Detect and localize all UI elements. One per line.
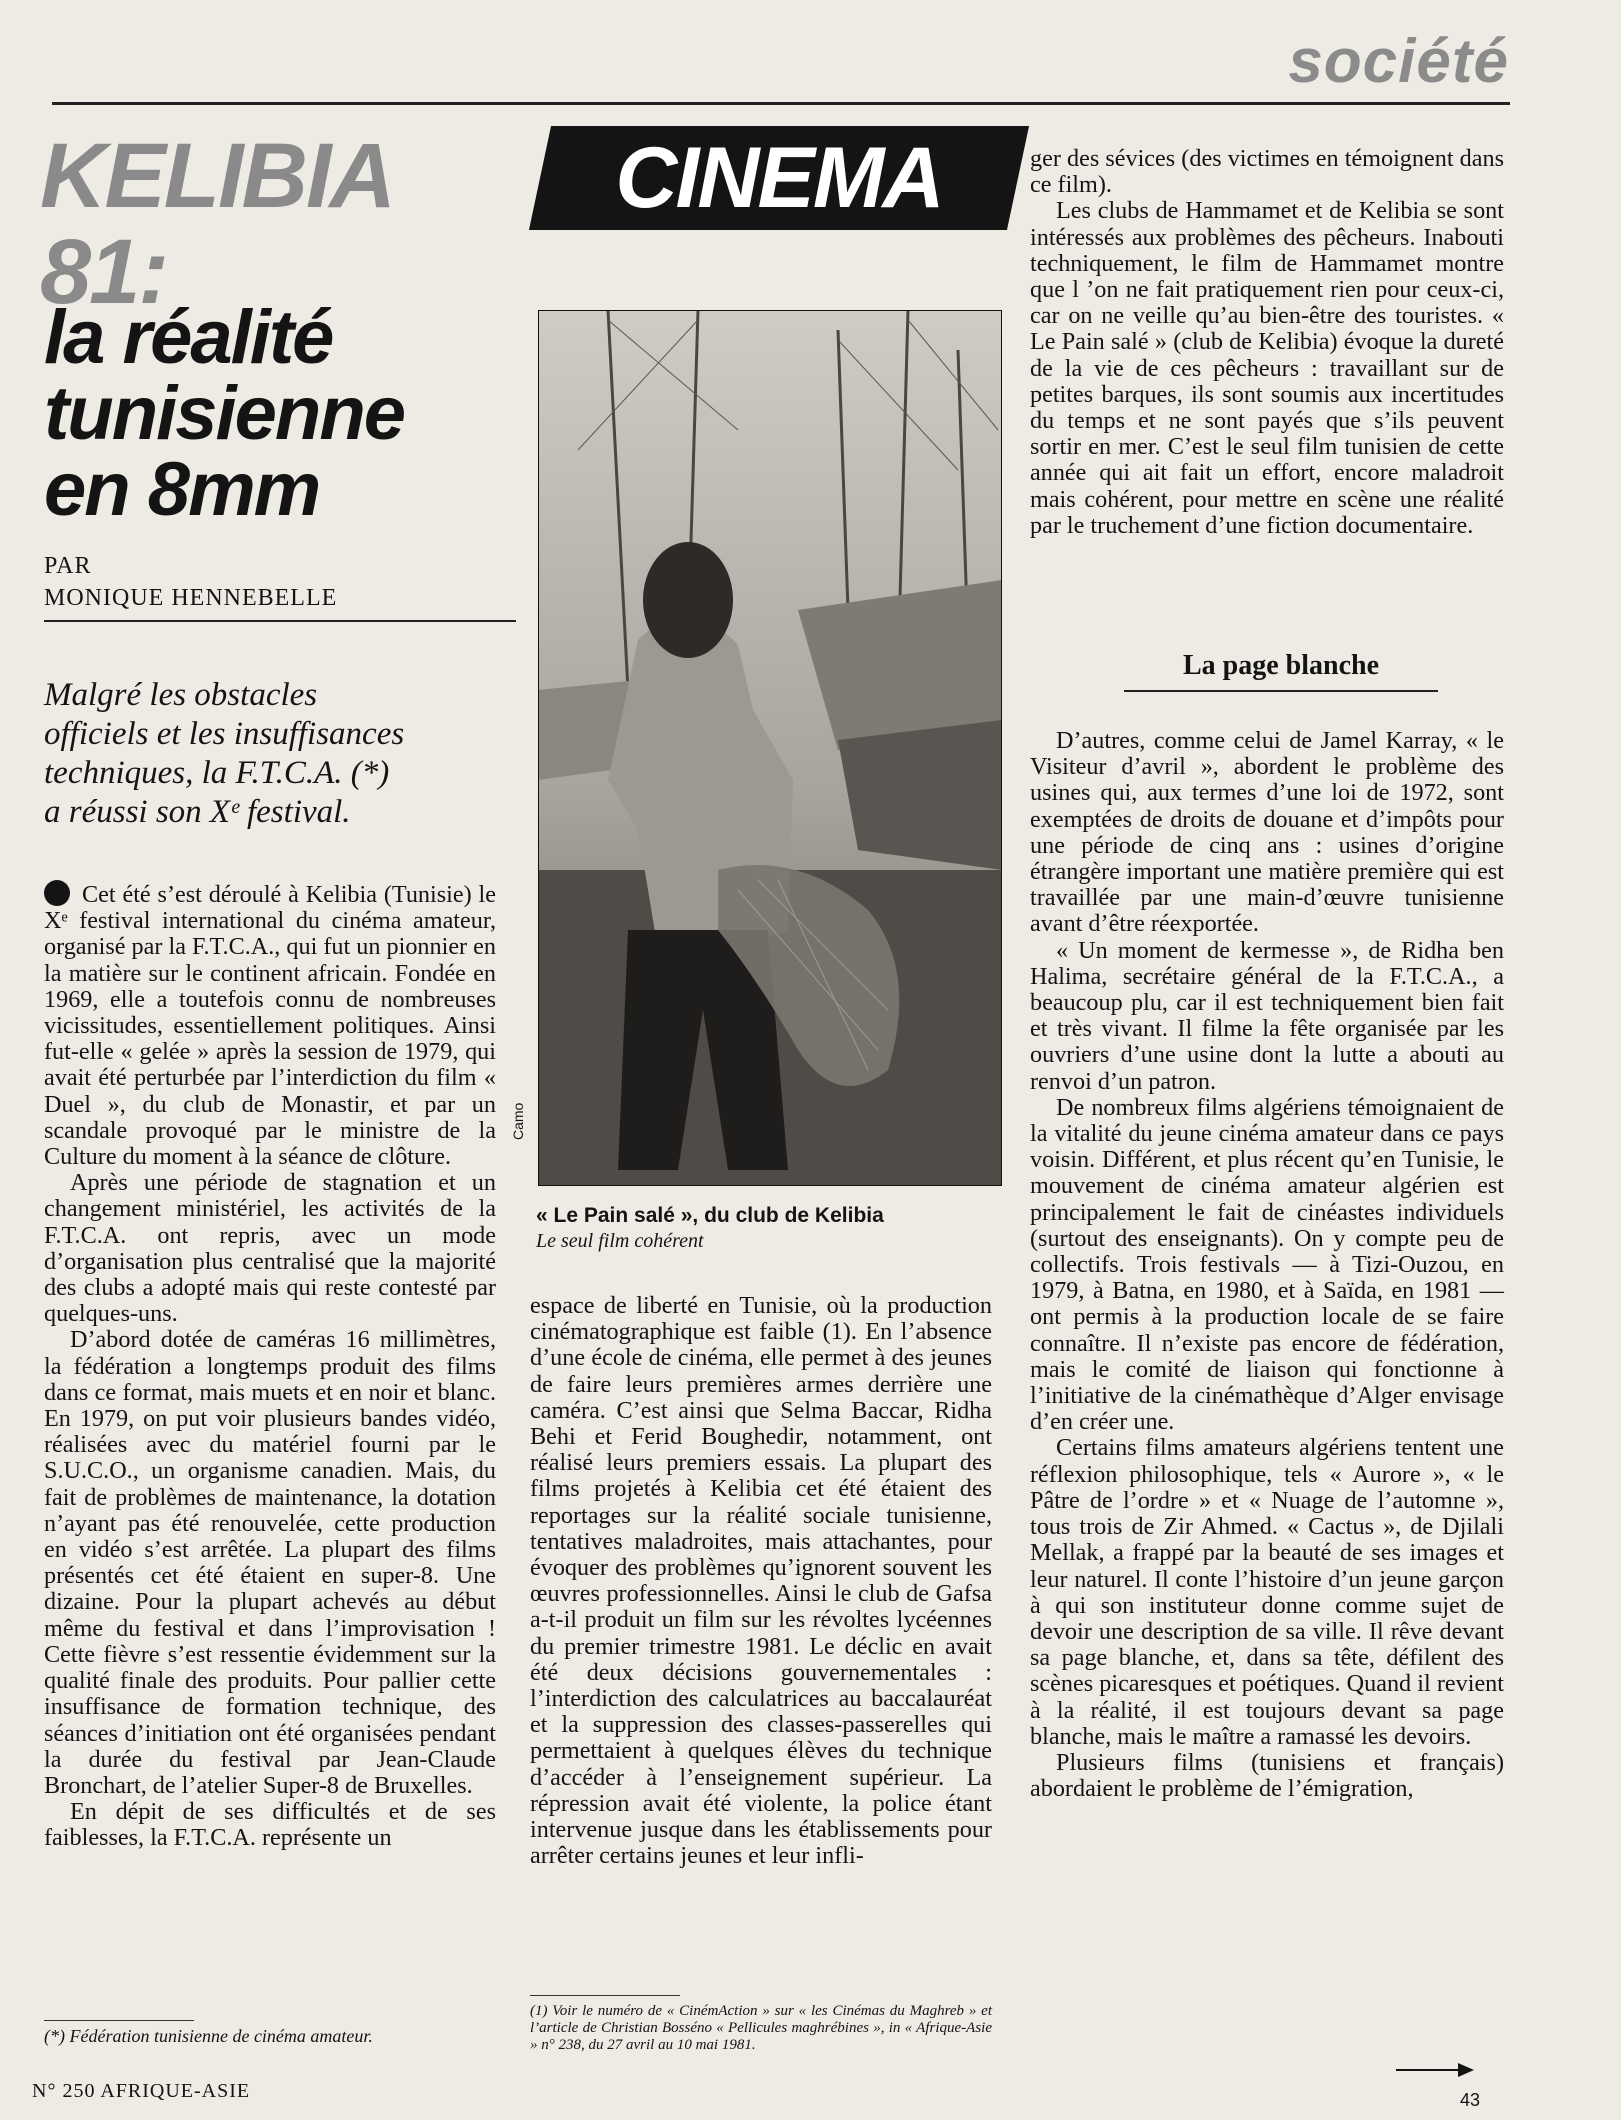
dek-line: a réussi son Xᵉ festival. [44,794,351,830]
paragraph: Certains films amateurs algériens tentent une réflexion philosophique, tels « Aurore », « le Pâtre de l’ordre » et « Nuage de l’automne », tous trois de Zir Ahmed. « Cactus », de Djilali Mellak, a frappé par la beauté de ses images et leur naturel. Il conte l’histoire d’un jeune garçon à qui son instituteur donne comme sujet de devoir une description de sa ville. Il rêve devant sa page blanche, et, dans sa tête, défilent des scènes picaresques et poétiques. Quand il revient à la réalité, il est toujours devant sa page blanche, mais le maître a ramassé les devoirs. [1030,1434,1504,1750]
dek [44,676,514,832]
paragraph: Les clubs de Hammamet et de Kelibia se sont intéressés aux problèmes des pêcheurs. Inabouti techniquement, le film de Hammamet montre que l ’on ne fait pratiquement rien pour ceux-ci, car on ne veille qu’au bien-être des touristes. « Le Pain salé » (club de Kelibia) évoque la dureté de la vie de ces pêcheurs : travaillant sur de petites barques, ils sont soumis aux incertitudes du temps et ne sont payés que s’ils peuvent sortir en mer. C’est le seul film tunisien de cette année qui ait fait un effort, encore maladroit mais cohérent, pour mettre en scène une réalité par le truchement d’une fiction documentaire. [1030,197,1504,539]
subheading-rule [1124,690,1438,692]
issue-info: N° 250 AFRIQUE-ASIE [32,2080,251,2102]
headline-line: en 8mm [44,447,320,532]
column-1 [44,880,496,1852]
kicker-line: 81: [40,221,167,323]
paragraph: « Un moment de kermesse », de Ridha ben Halima, secrétaire général de la F.T.C.A., a beaucoup plu, car il est techniquement bien fait et très vivant. Il filme la fête organisée par les ouvriers d’une usine dont la lutte a abouti au renvoi d’un patron. [1030,936,1504,1095]
continue-arrow-icon [1396,2058,1476,2082]
byline-rule [44,620,516,622]
column-3-bottom [1030,728,1504,1802]
paragraph: Après une période de stagnation et un changement ministériel, les activités de la F.T.C.A. ont repris, avec un mode d’organisation plus centralisé que la majorité des clubs a adopté mais qui reste contesté par quelques-uns. [44,1169,496,1328]
rubric-label: CINEMA [615,130,943,226]
paragraph: D’autres, comme celui de Jamel Karray, « le Visiteur d’avril », abordent le problème des usines qui, aux termes d’une loi de 1972, sont exemptées de droits de douane et d’impôts pour une période de cinq ans : usines d’origine étrangère important une matière première qui est travaillée par une main-d’œuvre tunisienne avant d’être réexportée. [1030,727,1504,938]
byline-par: PAR [44,553,92,579]
dek-line: Malgré les obstacles [44,677,318,713]
photo-credit: Camo [510,1102,526,1140]
headline-title [44,295,524,532]
photo-fisherman [538,310,1002,1186]
paragraph: Plusieurs films (tunisiens et français) abordaient le problème de l’émigration, [1030,1748,1504,1803]
footnote-cinemaction: (1) Voir le numéro de « CinémAction » sur « les Cinémas du Maghreb » et l’article de Christian Bosséno « Pellicules maghrébines », in « Afrique-Asie » n° 238, du 27 avril au 10 mai 1981. [530,2003,992,2053]
paragraph: De nombreux films algériens témoignaient de la vitalité du jeune cinéma amateur dans ce pays voisin. Différent, et plus récent qu’en Tunisie, le mouvement de cinéma amateur algérien est principalement le fait de cinéastes individuels (surtout des enseignants). On y compte peu de collectifs. Trois festivals — à Tizi-Ouzou, en 1979, à Batna, en 1980, et à Saïda, en 1981 — ont permis à la production locale de se faire connaître. Il n’existe pas encore de fédération, mais le comité de liaison qui fonctionne à l’initiative de la cinémathèque d’Alger envisage d’en créer une. [1030,1093,1504,1436]
subheading: La page blanche [1182,650,1380,681]
paragraph: D’abord dotée de caméras 16 millimètres, la fédération a longtemps produit des films dans ce format, mais muets et en noir et blanc. En 1979, on put voir plusieurs bandes vidéo, réalisées avec du matériel fourni par le S.U.C.O., un organisme canadien. Mais, du fait de problèmes de maintenance, la dotation n’ayant pas été renouvelée, cette production en vidéo s’est arrêtée. La plupart des films présentés cet été étaient en super-8. Une dizaine. Pour la plupart achevés au début même du festival et dans l’improvisation ! Cette fièvre s’est ressentie évidemment sur la qualité finale des produits. Pour pallier cette insuffisance de formation technique, des séances d’initiation ont été organisées pendant la durée du festival par Jean-Claude Bronchart, de l’atelier Super-8 de Bruxelles. [44,1326,496,1799]
headline-kicker [40,125,510,323]
section-label: société [1288,27,1509,96]
paragraph [44,880,496,1170]
bullet-dot-icon [44,880,70,906]
footnote-rule [44,2020,194,2021]
paragraph: En dépit de ses difficultés et de ses faiblesses, la F.T.C.A. représente un [44,1798,496,1852]
dek-line: techniques, la F.T.C.A. (*) [44,755,390,791]
paragraph: espace de liberté en Tunisie, où la production cinématographique est faible (1). En l’absence d’une école de cinéma, elle permet à des jeunes de faire leurs premières armes derrière une caméra. C’est ainsi que Selma Baccar, Ridha Behi et Ferid Boughedir, notamment, ont réalisé leurs premiers essais. La plupart des films projetés à Kelibia cet été étaient des reportages sur la réalité sociale tunisienne, tentatives maladroites, mais attachantes, pour évoquer des problèmes qu’ignorent souvent les œuvres professionnelles. Ainsi le club de Gafsa a-t-il produit un film sur les révoltes lycéennes du premier trimestre 1981. Le déclic en avait été deux décisions gouvernementales : l’interdiction des calculatrices au baccalauréat et la suppression des classes-passerelles qui permettaient à quelques élèves du technique d’accéder à l’enseignement supérieur. La répression avait été violente, la police étant intervenue jusque dans les établissements pour arrêter certains jeunes et leur infli- [530,1292,992,1870]
byline-author: MONIQUE HENNEBELLE [44,585,338,611]
photo-caption-subtitle: Le seul film cohérent [536,1230,704,1252]
column-3-top [1030,146,1504,539]
footnote-ftca: (*) Fédération tunisienne de cinéma amateur. [44,2026,373,2046]
photo-caption-title: « Le Pain salé », du club de Kelibia [536,1204,884,1227]
footnote-rule [530,1995,680,1996]
page-number: 43 [1460,2090,1481,2110]
dek-line: officiels et les insuffisances [44,716,405,752]
headline-line: la réalité [44,295,333,380]
headline-line: tunisienne [44,371,405,456]
column-2 [530,1293,992,1869]
paragraph-text: Cet été s’est déroulé à Kelibia (Tunisie) le Xᵉ festival international du cinéma amateur, organisé par la F.T.C.A., qui fut un pionnier en la matière sur le continent africain. Fondée en 1969, elle a toutefois connu de nombreuses vicissitudes, essentiellement politiques. Ainsi fut-elle « gelée » après la session de 1979, qui avait été perturbée par l’interdiction du film « Duel », du club de Monastir, et par un scandale provoqué par le ministre de la Culture du moment à la séance de clôture. [44,881,496,1171]
kicker-line: KELIBIA [40,125,394,227]
paragraph: ger des sévices (des victimes en témoignent dans ce film). [1030,145,1504,199]
top-rule [52,102,1510,105]
byline [44,550,337,614]
